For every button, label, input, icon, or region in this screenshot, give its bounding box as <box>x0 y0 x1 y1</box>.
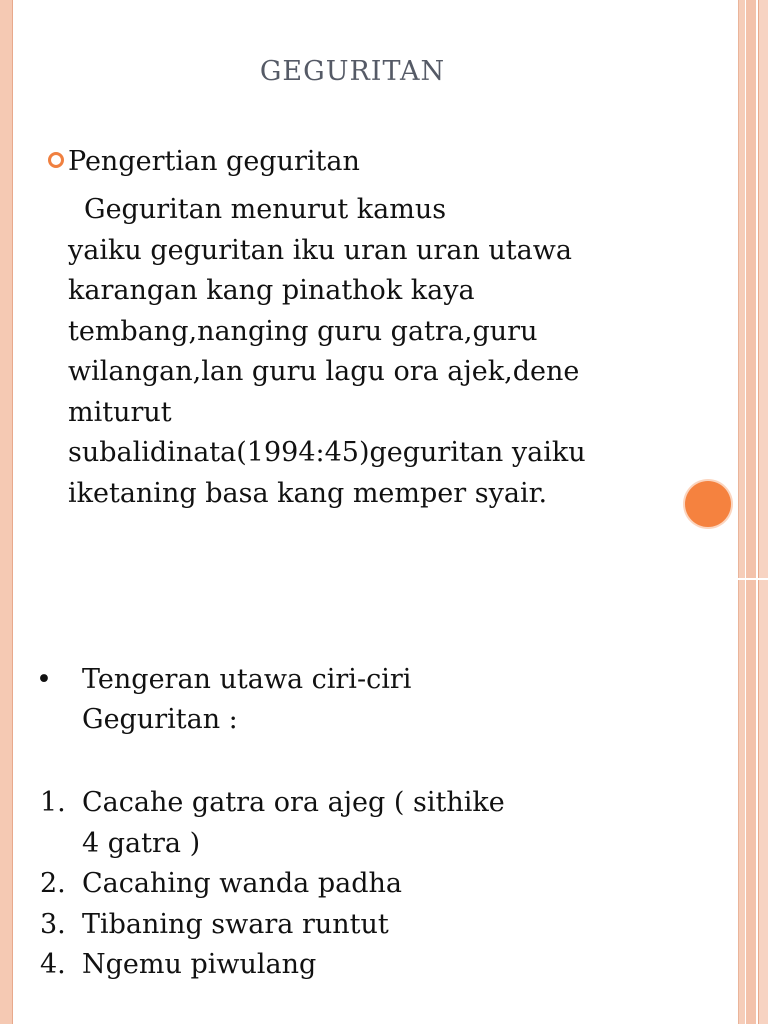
paragraph-line: wilangan,lan guru lagu ora ajek,dene <box>68 356 580 387</box>
right-frame-band <box>738 0 745 1024</box>
list-item <box>40 783 505 864</box>
paragraph-line: karangan kang pinathok kaya <box>68 275 475 306</box>
orange-circle-decoration <box>685 481 731 527</box>
right-frame-band <box>746 0 756 1024</box>
list-item-text: Cacahe gatra ora ajeg ( sithike <box>82 787 505 818</box>
list-number: 4. <box>40 949 66 980</box>
list-item-text: 4 gatra ) <box>82 827 201 859</box>
list-item-text: Ngemu piwulang <box>82 949 317 980</box>
characteristics-list <box>40 783 505 986</box>
frame-divider <box>738 578 768 580</box>
definition-paragraph <box>68 190 668 514</box>
paragraph-line: Geguritan menurut kamus <box>84 194 447 225</box>
list-item-text: Tibaning swara runtut <box>82 908 389 940</box>
right-frame-band <box>758 0 768 1024</box>
paragraph-line: yaiku geguritan iku uran uran utawa <box>68 234 572 266</box>
left-frame-band <box>0 0 13 1024</box>
paragraph-line: miturut <box>68 396 172 428</box>
list-item <box>40 864 505 905</box>
list-number: 3. <box>40 908 66 940</box>
list-item-text: Cacahing wanda padha <box>82 868 402 899</box>
slide-title: GEGURITAN <box>259 56 446 87</box>
bullet-dot: • <box>36 664 52 695</box>
section-heading: Pengertian geguritan <box>68 146 360 177</box>
list-item <box>40 905 505 946</box>
ring-bullet-icon <box>48 152 64 168</box>
section-heading <box>82 660 411 740</box>
list-number: 2. <box>40 868 66 899</box>
heading-line: Tengeran utawa ciri-ciri <box>82 664 412 695</box>
heading-line: Geguritan : <box>82 704 238 735</box>
paragraph-line: tembang,nanging guru gatra,guru <box>68 315 538 347</box>
paragraph-line: subalidinata(1994:45)geguritan yaiku <box>68 437 586 468</box>
paragraph-line: iketaning basa kang memper syair. <box>68 477 548 509</box>
list-item <box>40 945 505 986</box>
list-number: 1. <box>40 787 66 818</box>
